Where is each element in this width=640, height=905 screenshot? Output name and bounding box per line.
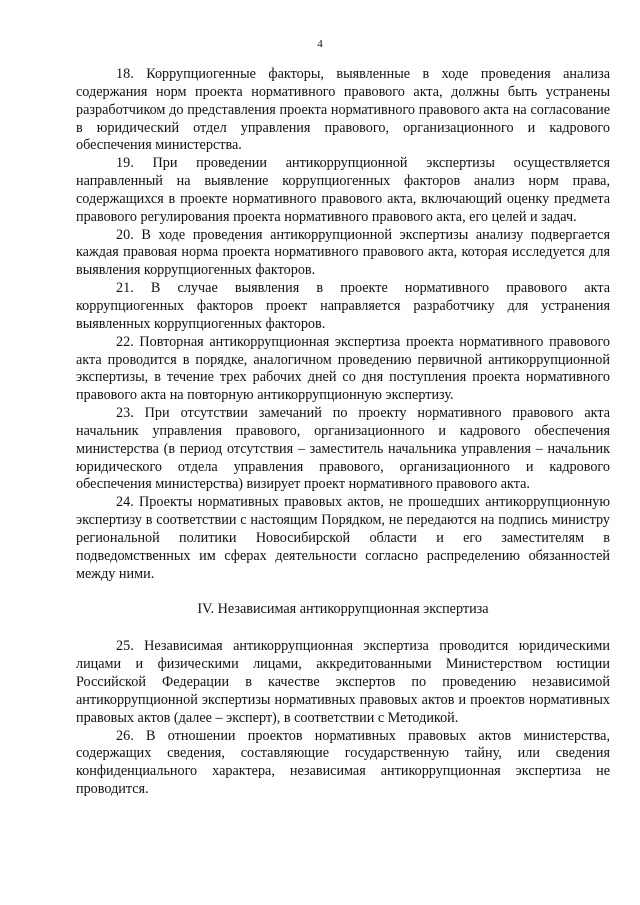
paragraph-18: 18. Коррупциогенные факторы, выявленные в ходе проведения анализа содержания норм проекта нормативного правового акта, должны быть устранены разработчиком до представления проекта нормативного правового акта на согласование в юридический отдел управления правового, организационного и кадрового обеспечения министерства.: [76, 66, 610, 154]
paragraph-21: 21. В случае выявления в проекте нормативного правового акта коррупциогенных факторов проект направляется разработчику для устранения выявленных коррупциогенных факторов.: [76, 280, 610, 332]
paragraph-23: 23. При отсутствии замечаний по проекту нормативного правового акта начальник управления правового, организационного и кадрового обеспечения министерства (в период отсутствия – заместитель начальника управления – начальник юридического отдела управления правового, организационного и кадрового обеспечения министерства) визирует проект нормативного правового акта.: [76, 405, 610, 493]
paragraph-24: 24. Проекты нормативных правовых актов, не прошедших антикоррупционную экспертизу в соответствии с настоящим Порядком, не передаются на подпись министру региональной политики Новосибирской области и его заместителям в подведомственных им сферах деятельности согласно распределению обязанностей между ними.: [76, 494, 610, 582]
document-body: [76, 66, 610, 799]
paragraph-22: 22. Повторная антикоррупционная экспертиза проекта нормативного правового акта проводится в порядке, аналогичном проведению первичной антикоррупционной экспертизы, в течение трех рабочих дней со дня поступления проекта нормативного правового акта на повторную антикоррупционную экспертизу.: [76, 333, 610, 404]
paragraph-19: 19. При проведении антикоррупционной экспертизы осуществляется направленный на выявление коррупциогенных факторов анализ норм права, содержащихся в проекте нормативного правового акта, включающий оценку предмета правового регулирования проекта нормативного правового акта, его целей и задач.: [76, 155, 610, 225]
paragraph-25: 25. Независимая антикоррупционная экспертиза проводится юридическими лицами и физическими лицами, аккредитованными Министерством юстиции Российской Федерации в качестве экспертов по проведению независимой антикоррупционной экспертизы нормативных правовых актов и проектов нормативных правовых актов (далее – эксперт), в соответствии с Методикой.: [76, 638, 610, 726]
paragraph-26: 26. В отношении проектов нормативных правовых актов министерства, содержащих сведения, составляющие государственную тайну, или сведения конфиденциального характера, независимая антикоррупционная экспертиза не проводится.: [76, 727, 610, 798]
paragraph-20: 20. В ходе проведения антикоррупционной экспертизы анализу подвергается каждая правовая норма проекта нормативного правового акта, которая исследуется для выявления коррупциогенных факторов.: [76, 226, 610, 279]
page-number: 4: [317, 38, 323, 50]
section-heading: IV. Независимая антикоррупционная экспертиза: [197, 601, 489, 618]
